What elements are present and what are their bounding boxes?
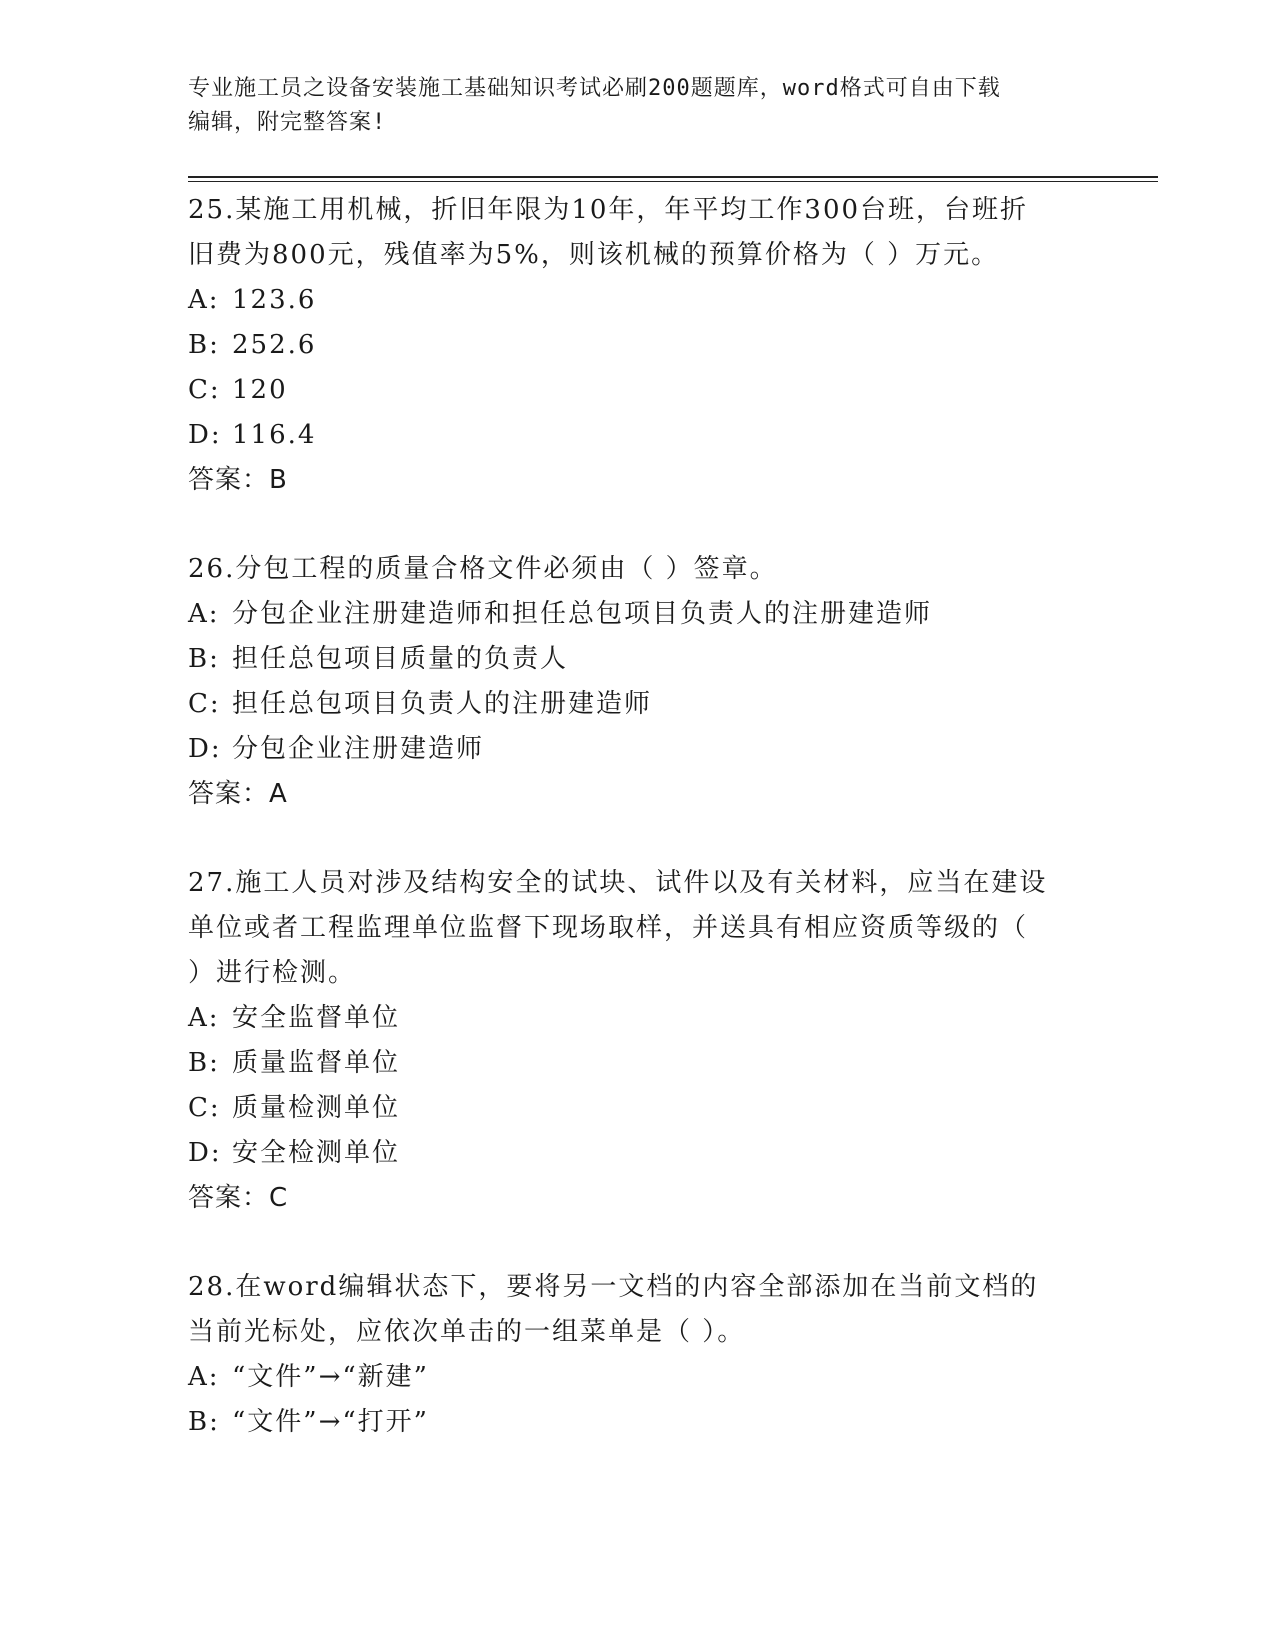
option-text: 安全检测单位 bbox=[232, 1138, 401, 1168]
option-label: B: bbox=[188, 1407, 220, 1437]
question-28 bbox=[188, 1265, 1068, 1445]
option-text: 120 bbox=[232, 375, 288, 405]
option-d bbox=[188, 727, 1068, 772]
header-divider-thick bbox=[188, 176, 1158, 178]
answer-line: 答案：B bbox=[188, 465, 288, 495]
option-label: D: bbox=[188, 1138, 222, 1168]
option-a bbox=[188, 1355, 1068, 1400]
question-stem-line: 旧费为800元，残值率为5%，则该机械的预算价格为（ ）万元。 bbox=[188, 240, 1000, 270]
option-b bbox=[188, 323, 1068, 368]
header-divider-thin bbox=[188, 181, 1158, 182]
question-25 bbox=[188, 188, 1068, 503]
option-b bbox=[188, 637, 1068, 682]
option-a bbox=[188, 592, 1068, 637]
option-label: B: bbox=[188, 330, 220, 360]
option-text: 116.4 bbox=[232, 420, 317, 450]
question-stem-line: 单位或者工程监理单位监督下现场取样，并送具有相应资质等级的（ bbox=[188, 913, 1029, 943]
option-text: “文件”→“打开” bbox=[232, 1407, 429, 1437]
option-label: A: bbox=[188, 1362, 220, 1392]
header-title-line-1: 专业施工员之设备安装施工基础知识考试必刷200题题库，word格式可自由下载 bbox=[188, 76, 1001, 101]
option-label: D: bbox=[188, 734, 222, 764]
option-label: B: bbox=[188, 1048, 220, 1078]
option-label: A: bbox=[188, 599, 220, 629]
answer-line: 答案：A bbox=[188, 779, 288, 809]
option-text: 123.6 bbox=[232, 285, 317, 315]
option-c bbox=[188, 1086, 1068, 1131]
option-label: A: bbox=[188, 1003, 220, 1033]
option-text: 252.6 bbox=[232, 330, 317, 360]
option-text: 质量检测单位 bbox=[232, 1093, 401, 1123]
option-c bbox=[188, 368, 1068, 413]
document-header bbox=[188, 72, 1068, 140]
header-title-line-2: 编辑，附完整答案! bbox=[188, 110, 387, 135]
option-label: C: bbox=[188, 1093, 221, 1123]
option-label: C: bbox=[188, 689, 221, 719]
question-27 bbox=[188, 861, 1068, 1221]
question-stem-line: 27.施工人员对涉及结构安全的试块、试件以及有关材料，应当在建设 bbox=[188, 868, 1048, 898]
option-text: “文件”→“新建” bbox=[232, 1362, 429, 1392]
option-text: 分包企业注册建造师 bbox=[232, 734, 485, 764]
option-c bbox=[188, 682, 1068, 727]
question-stem-line: 25.某施工用机械，折旧年限为10年，年平均工作300台班，台班折 bbox=[188, 195, 1029, 225]
question-26 bbox=[188, 547, 1068, 817]
question-stem-line: 28.在word编辑状态下，要将另一文档的内容全部添加在当前文档的 bbox=[188, 1272, 1039, 1302]
option-text: 分包企业注册建造师和担任总包项目负责人的注册建造师 bbox=[232, 599, 933, 629]
option-label: B: bbox=[188, 644, 220, 674]
option-d bbox=[188, 1131, 1068, 1176]
option-text: 安全监督单位 bbox=[232, 1003, 401, 1033]
question-stem-line: 26.分包工程的质量合格文件必须由（ ）签章。 bbox=[188, 554, 778, 584]
option-text: 质量监督单位 bbox=[232, 1048, 401, 1078]
option-b bbox=[188, 1041, 1068, 1086]
option-text: 担任总包项目负责人的注册建造师 bbox=[232, 689, 653, 719]
option-a bbox=[188, 278, 1068, 323]
question-stem-line: 当前光标处，应依次单击的一组菜单是（ ）。 bbox=[188, 1317, 746, 1347]
question-stem-line: ）进行检测。 bbox=[188, 958, 357, 988]
question-list bbox=[188, 188, 1068, 1445]
option-text: 担任总包项目质量的负责人 bbox=[232, 644, 569, 674]
option-b bbox=[188, 1400, 1068, 1445]
option-d bbox=[188, 413, 1068, 458]
option-label: C: bbox=[188, 375, 221, 405]
answer-line: 答案：C bbox=[188, 1183, 289, 1213]
option-a bbox=[188, 996, 1068, 1041]
option-label: A: bbox=[188, 285, 220, 315]
option-label: D: bbox=[188, 420, 222, 450]
